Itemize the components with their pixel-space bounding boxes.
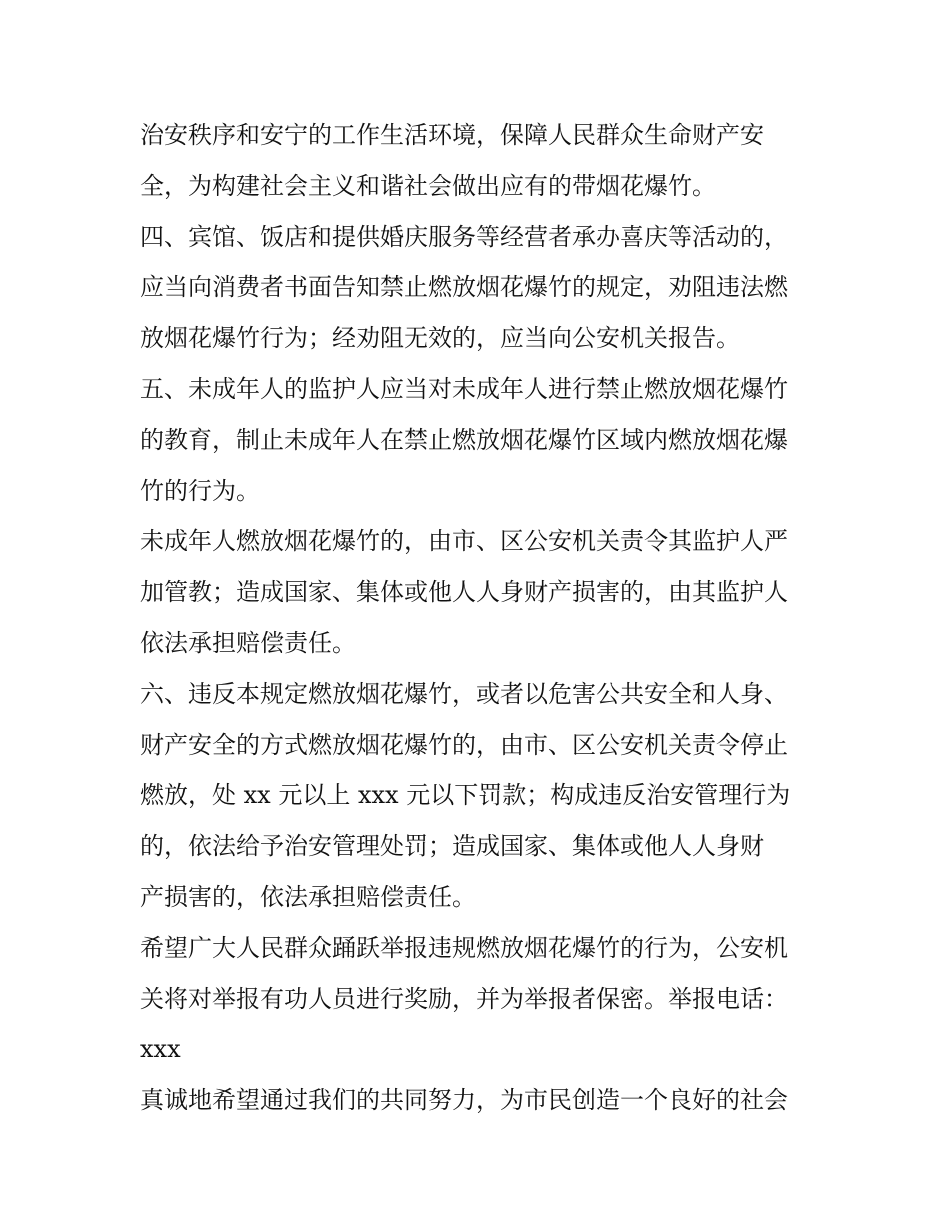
text-line: 六、违反本规定燃放烟花爆竹，或者以危害公共安全和人身、 [140,679,788,708]
text-line: 的教育，制止未成年人在禁止燃放烟花爆竹区域内燃放烟花爆 [140,425,788,454]
text-line: 加管教；造成国家、集体或他人人身财产损害的，由其监护人 [140,578,788,607]
text-line: 放烟花爆竹行为；经劝阻无效的，应当向公安机关报告。 [140,324,740,353]
text-line: 竹的行为。 [140,476,260,505]
text-line: 依法承担赔偿责任。 [140,628,356,657]
document-body [140,110,820,1126]
text-line: 关将对举报有功人员进行奖励，并为举报者保密。举报电话： [140,984,788,1013]
text-line: 的，依法给予治安管理处罚；造成国家、集体或他人人身财 [140,832,764,861]
text-line: 未成年人燃放烟花爆竹的，由市、区公安机关责令其监护人严 [140,527,788,556]
text-line: 真诚地希望通过我们的共同努力，为市民创造一个良好的社会 [140,1086,788,1115]
text-line: 应当向消费者书面告知禁止燃放烟花爆竹的规定，劝阻违法燃 [140,273,788,302]
text-line: 燃放，处 xx 元以上 xxx 元以下罚款；构成违反治安管理行为 [140,781,791,810]
text-line: 五、未成年人的监护人应当对未成年人进行禁止燃放烟花爆竹 [140,374,788,403]
text-line: 财产安全的方式燃放烟花爆竹的，由市、区公安机关责令停止 [140,730,788,759]
text-line: xxx [140,1035,181,1064]
text-line: 治安秩序和安宁的工作生活环境，保障人民群众生命财产安 [140,121,764,149]
text-line: 产损害的，依法承担赔偿责任。 [140,882,476,911]
text-line: 四、宾馆、饭店和提供婚庆服务等经营者承办喜庆等活动的， [140,222,788,251]
text-line: 全，为构建社会主义和谐社会做出应有的带烟花爆竹。 [140,171,716,200]
text-line: 希望广大人民群众踊跃举报违规燃放烟花爆竹的行为，公安机 [140,933,788,962]
